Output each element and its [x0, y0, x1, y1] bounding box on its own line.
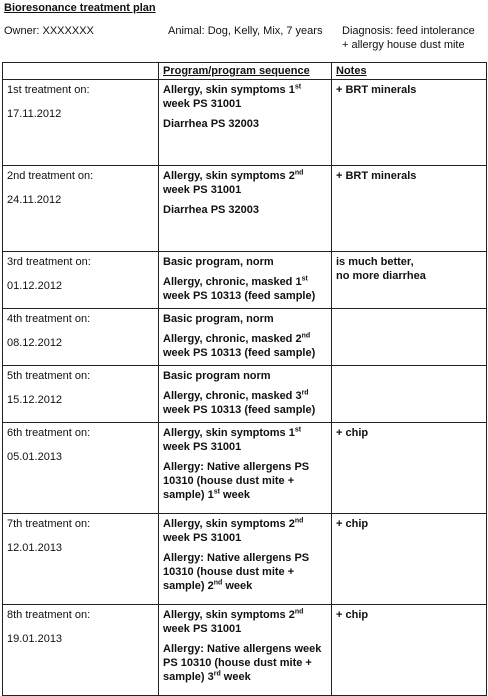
program-text-tail: week PS 31001 — [163, 441, 242, 453]
ordinal-suffix: st — [294, 83, 302, 91]
treatment-cell — [3, 366, 159, 423]
program-cell — [159, 166, 332, 252]
program-line — [163, 426, 327, 454]
treatment-label: 7th treatment on: — [7, 518, 91, 530]
program-text-tail: week PS 10313 (feed sample) — [163, 290, 316, 302]
notes-cell — [332, 80, 487, 166]
program-text: Allergy: Native allergens PS 10310 (house dust mite + sample) 2 — [163, 552, 310, 592]
program-text-tail: week — [220, 671, 251, 683]
program-text: Basic program, norm — [163, 256, 274, 268]
ordinal-suffix: nd — [294, 517, 304, 525]
notes-cell — [332, 252, 487, 309]
note-text: is much better, no more diarrhea — [336, 256, 426, 282]
treatment-label: 5th treatment on: — [7, 370, 91, 382]
treatment-date: 15.12.2012 — [7, 394, 63, 406]
table-row — [3, 166, 487, 252]
diagnosis-field: Diagnosis: feed intolerance + allergy house dust mite — [342, 25, 475, 51]
program-text-tail: week PS 10313 (feed sample) — [163, 347, 316, 359]
treatment-label: 8th treatment on: — [7, 609, 91, 621]
program-text: Diarrhea PS 32003 — [163, 204, 260, 216]
notes-cell — [332, 605, 487, 696]
program-text-tail: week PS 31001 — [163, 623, 242, 635]
program-text: Allergy, chronic, masked 3 — [163, 390, 302, 402]
treatment-cell — [3, 252, 159, 309]
program-text-tail: week — [219, 489, 250, 501]
program-line — [163, 255, 327, 269]
program-text: Allergy, skin symptoms 2 — [163, 609, 295, 621]
owner-field: Owner: XXXXXXX — [4, 25, 94, 37]
treatment-cell — [3, 80, 159, 166]
note-text: + chip — [336, 518, 369, 530]
ordinal-suffix: nd — [294, 608, 304, 616]
treatment-date: 05.01.2013 — [7, 451, 63, 463]
ordinal-suffix: st — [301, 275, 308, 283]
program-text-tail: week PS 31001 — [163, 184, 242, 196]
treatment-cell — [3, 423, 159, 514]
notes-cell — [332, 423, 487, 514]
note-text: + chip — [336, 609, 369, 621]
treatment-date: 24.11.2012 — [7, 194, 62, 206]
note-text: + chip — [336, 427, 369, 439]
note-text: + BRT minerals — [336, 84, 417, 96]
treatment-rows — [3, 80, 487, 696]
ordinal-suffix: rd — [213, 670, 221, 678]
treatment-cell — [3, 605, 159, 696]
treatment-cell — [3, 514, 159, 605]
program-line — [163, 460, 327, 502]
ordinal-suffix: st — [213, 488, 220, 496]
program-line — [163, 642, 327, 684]
table-row — [3, 514, 487, 605]
ordinal-suffix: rd — [301, 389, 309, 397]
treatment-date: 08.12.2012 — [7, 337, 63, 349]
program-line — [163, 312, 327, 326]
program-text: Allergy, skin symptoms 2 — [163, 170, 295, 182]
program-text-tail: week — [222, 580, 253, 592]
treatment-label: 2nd treatment on: — [7, 170, 94, 182]
program-text: Basic program norm — [163, 370, 271, 382]
program-text-tail: week PS 31001 — [163, 98, 242, 110]
program-text: Allergy: Native allergens PS 10310 (house dust mite + sample) 1 — [163, 461, 310, 501]
table-row — [3, 423, 487, 514]
treatment-date: 12.01.2013 — [7, 542, 63, 554]
program-cell — [159, 252, 332, 309]
program-line — [163, 203, 327, 217]
treatment-label: 6th treatment on: — [7, 427, 91, 439]
program-line — [163, 389, 327, 417]
program-cell — [159, 366, 332, 423]
table-header-row — [3, 63, 487, 80]
treatment-date: 01.12.2012 — [7, 280, 63, 292]
table-row — [3, 605, 487, 696]
treatment-label: 1st treatment on: — [7, 84, 90, 96]
table-row — [3, 252, 487, 309]
program-line — [163, 517, 327, 545]
program-cell — [159, 80, 332, 166]
table-row — [3, 366, 487, 423]
program-text: Allergy, skin symptoms 2 — [163, 518, 295, 530]
program-text: Allergy, skin symptoms 1 — [163, 427, 295, 439]
program-cell — [159, 309, 332, 366]
notes-cell — [332, 166, 487, 252]
program-text: Allergy, chronic, masked 1 — [163, 276, 302, 288]
program-text: Allergy, chronic, masked 2 — [163, 333, 302, 345]
program-cell — [159, 605, 332, 696]
animal-field: Animal: Dog, Kelly, Mix, 7 years — [168, 25, 323, 37]
program-line — [163, 551, 327, 593]
note-text: + BRT minerals — [336, 170, 417, 182]
table-row — [3, 309, 487, 366]
program-text: Allergy, skin symptoms 1 — [163, 84, 295, 96]
program-line — [163, 169, 327, 197]
treatment-cell — [3, 166, 159, 252]
ordinal-suffix: nd — [213, 579, 223, 587]
treatment-date: 19.01.2013 — [7, 633, 63, 645]
document-title: Bioresonance treatment plan — [4, 2, 156, 14]
notes-cell — [332, 309, 487, 366]
program-text-tail: week PS 31001 — [163, 532, 242, 544]
treatment-table — [2, 62, 487, 696]
program-line — [163, 608, 327, 636]
program-text: Basic program, norm — [163, 313, 274, 325]
program-line — [163, 275, 327, 303]
ordinal-suffix: nd — [301, 332, 311, 340]
table-row — [3, 80, 487, 166]
program-line — [163, 83, 327, 111]
program-text: Allergy: Native allergens week PS 10310 (house dust mite + sample) 3 — [163, 643, 322, 683]
treatment-label: 4th treatment on: — [7, 313, 91, 325]
ordinal-suffix: nd — [294, 169, 304, 177]
ordinal-suffix: st — [294, 426, 302, 434]
program-line — [163, 332, 327, 360]
treatment-cell — [3, 309, 159, 366]
header-cell-notes: Notes — [332, 63, 487, 80]
program-line — [163, 117, 327, 131]
notes-cell — [332, 514, 487, 605]
treatment-label: 3rd treatment on: — [7, 256, 91, 268]
program-text: Diarrhea PS 32003 — [163, 118, 260, 130]
program-line — [163, 369, 327, 383]
header-cell-treatment — [3, 63, 159, 80]
treatment-date: 17.11.2012 — [7, 108, 62, 120]
header-cell-program: Program/program sequence — [159, 63, 332, 80]
program-text-tail: week PS 10313 (feed sample) — [163, 404, 316, 416]
program-cell — [159, 514, 332, 605]
program-cell — [159, 423, 332, 514]
notes-cell — [332, 366, 487, 423]
